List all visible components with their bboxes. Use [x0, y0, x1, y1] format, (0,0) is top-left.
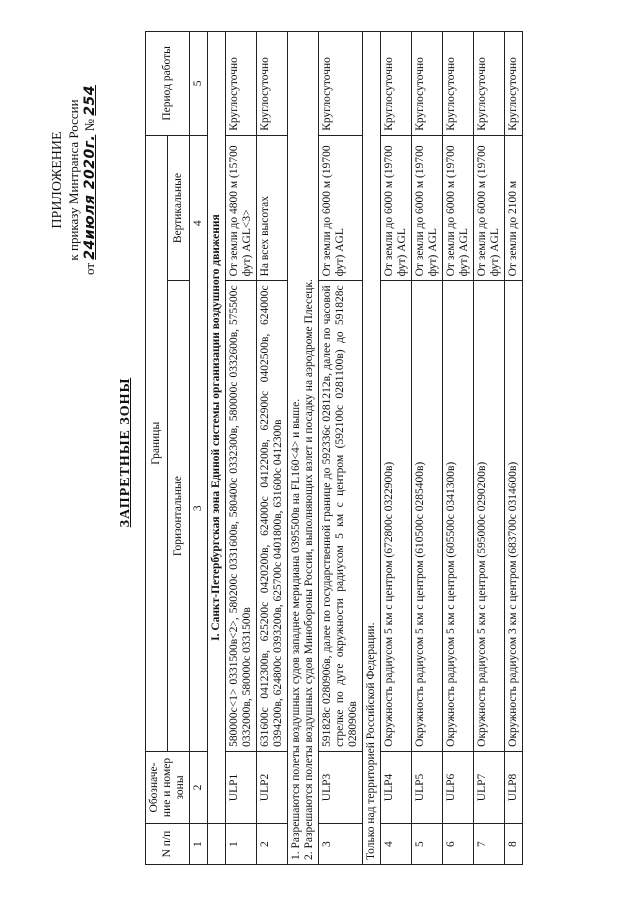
zone-vertical: На всех высотах [257, 135, 288, 281]
row-num: 5 [412, 824, 443, 865]
zone-horizontal: 631600с 0412300в, 625200с 0420200в, 624000с 0412200в, 622900с 0402500в, 624000с 0394200в, 624800с 0393200в, 625700с 0401800в, 631600с 0412300в [257, 281, 288, 751]
row-num: 3 [319, 824, 363, 865]
table-row [474, 32, 505, 865]
header-subrow [168, 32, 190, 865]
notes-row [288, 32, 319, 865]
section-title: I. Санкт-Петербургская зона Единой системы организации воздушного движения [208, 32, 226, 824]
zone-period: Круглосуточно [412, 32, 443, 136]
zone-period: Круглосуточно [319, 32, 363, 136]
zone-code: ULP5 [412, 751, 443, 823]
zone-vertical: От земли до 6000 м (19700 фут) AGL [412, 135, 443, 281]
header-period: Период работы [146, 32, 190, 136]
row-num: 6 [443, 824, 474, 865]
zone-vertical: От земли до 6000 м (19700 фут) AGL [319, 135, 363, 281]
zone-vertical: От земли до 6000 м (19700 фут) AGL [381, 135, 412, 281]
row-num: 8 [505, 824, 523, 865]
table-row [381, 32, 412, 865]
zone-horizontal: Окружность радиусом 5 км с центром (595000с 0290200в) [474, 281, 505, 751]
column-number: 1 [190, 824, 208, 865]
zone-code: ULP7 [474, 751, 505, 823]
zone-code: ULP8 [505, 751, 523, 823]
note-line: 2. Разрешаются полеты воздушных судов Минобороны России, выполняющих взлет и посадку на аэродроме Плесецк. [303, 279, 315, 860]
appendix-header [50, 40, 98, 320]
header-code: Обозначе-ние и номер зоны [146, 751, 190, 823]
zone-vertical: От земли до 4800 м (15700 фут) AGL<3> [226, 135, 257, 281]
appendix-title: ПРИЛОЖЕНИЕ [50, 131, 65, 229]
zone-period: Круглосуточно [443, 32, 474, 136]
row-num: 1 [226, 824, 257, 865]
header-horizontal: Горизонтальные [168, 281, 190, 751]
column-number: 2 [190, 751, 208, 823]
row-num: 2 [257, 824, 288, 865]
appendix-order-line: к приказу Минтранса России [66, 99, 81, 261]
section-row [208, 32, 226, 865]
row-num: 7 [474, 824, 505, 865]
zone-period: Круглосуточно [474, 32, 505, 136]
zone-period: Круглосуточно [381, 32, 412, 136]
column-number: 4 [192, 220, 204, 227]
column-number-row [190, 32, 208, 865]
zone-vertical: От земли до 6000 м (19700 фут) AGL [443, 135, 474, 281]
table-row [319, 32, 363, 865]
zone-code: ULP1 [226, 751, 257, 823]
row-num: 4 [381, 824, 412, 865]
handwritten-number: 254 [82, 84, 98, 116]
zone-horizontal: 591828с 0280906в, далее по государственной границе до 592336с 0281212в, далее по часовой стрелке по дуге окружности радиусом 5 км с центром (592100с 0281100в) до 591828с 0280906в [319, 281, 363, 751]
header-vertical: Вертикальные [168, 135, 190, 281]
zones-table [145, 31, 523, 865]
zone-period: Круглосуточно [226, 32, 257, 136]
row3-note: Только над территорией Российской Федерации. [363, 32, 381, 865]
zone-vertical: От земли до 6000 м (19700 фут) AGL [474, 135, 505, 281]
header-row [146, 32, 168, 865]
zone-period: Круглосуточно [257, 32, 288, 136]
note-line: 1. Разрешаются полеты воздушных судов западнее меридиана 0395500в на FL160<4> и выше. [290, 398, 302, 860]
zone-horizontal: Окружность радиусом 5 км с центром (610500с 0285400в) [412, 281, 443, 751]
table-row [226, 32, 257, 865]
table-row [505, 32, 523, 865]
number-prefix: № [82, 118, 97, 132]
zone-horizontal: Окружность радиусом 5 км с центром (605500с 0341300в) [443, 281, 474, 751]
zone-code: ULP6 [443, 751, 474, 823]
table-row [257, 32, 288, 865]
zone-code: ULP3 [319, 751, 363, 823]
header-boundaries: Границы [146, 135, 168, 751]
table-row [412, 32, 443, 865]
zone-horizontal: 580000с<1> 0331500в<2>, 580200с 0331600в, 580400с 0332300в, 580000с 0332600в, 575500с 0332000в, 580000с 0331500в [226, 281, 257, 751]
document-title: ЗАПРЕТНЫЕ ЗОНЫ [118, 377, 133, 528]
column-number [190, 135, 208, 751]
zone-horizontal: Окружность радиусом 3 км с центром (683700с 0314600в) [505, 281, 523, 751]
zone-code: ULP4 [381, 751, 412, 823]
zone-vertical: От земли до 2100 м [505, 135, 523, 281]
notes-cell [288, 32, 319, 865]
column-number: 3 [192, 505, 204, 512]
handwritten-date: 24июля 2020г. [82, 134, 98, 260]
zone-horizontal: Окружность радиусом 5 км с центром (672800с 0322900в) [381, 281, 412, 751]
column-number: 5 [190, 32, 208, 136]
notes-row [363, 32, 381, 865]
zone-code: ULP2 [257, 751, 288, 823]
zone-period: Круглосуточно [505, 32, 523, 136]
date-prefix: от [82, 263, 97, 276]
header-num: N п/п [146, 824, 190, 865]
appendix-date-line [82, 40, 98, 320]
table-row [443, 32, 474, 865]
